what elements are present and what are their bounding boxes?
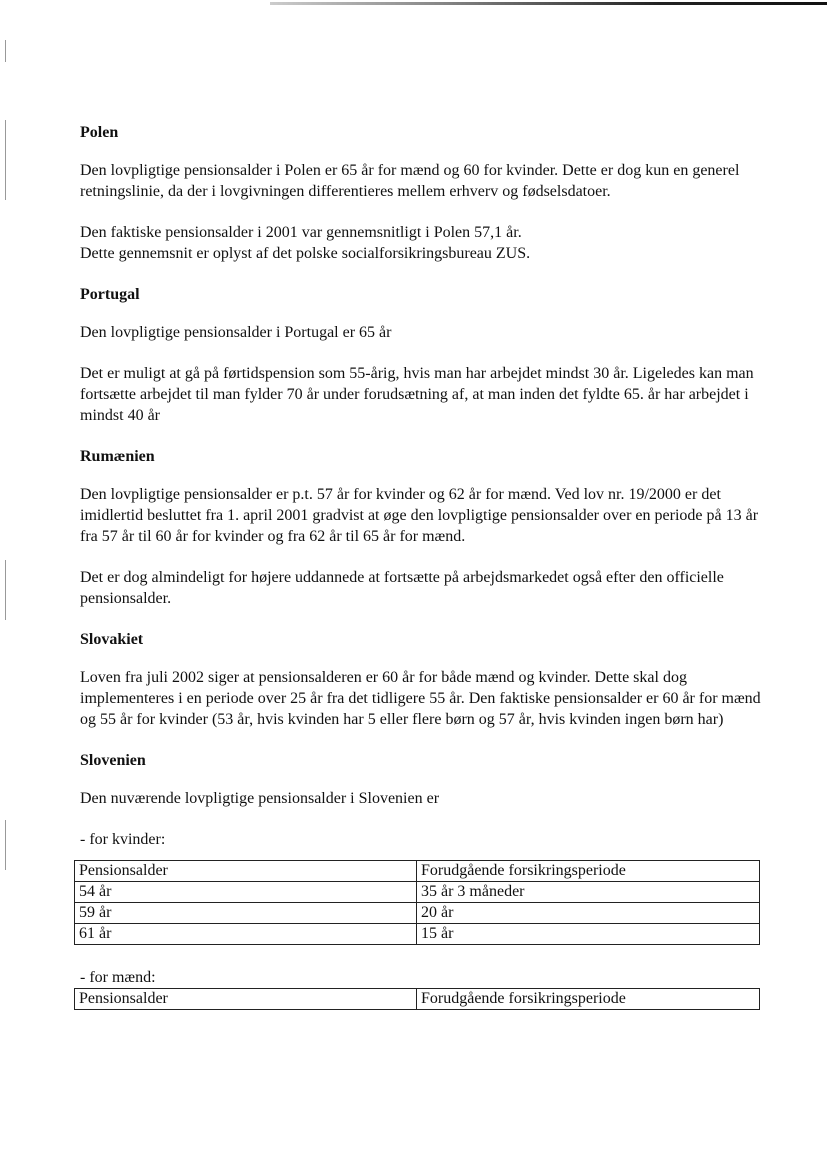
table-cell: 35 år 3 måneder [417,882,760,903]
scan-edge-line [270,2,827,5]
table-cell: 59 år [75,903,417,924]
heading-slovakiet: Slovakiet [80,631,144,648]
paragraph: Det er dog almindeligt for højere uddannede at fortsætte på arbejdsmarkedet også efter den officielle pensionsalder. [80,569,724,607]
women-label: - for kvinder: [80,831,166,848]
heading-slovenien: Slovenien [80,752,146,769]
table-cell: 61 år [75,924,417,945]
paragraph: Dette gennemsnit er oplyst af det polske socialforsikringsbureau ZUS. [80,245,531,262]
table-header-cell: Forudgående forsikringsperiode [417,861,760,882]
margin-mark [5,120,6,200]
paragraph: Loven fra juli 2002 siger at pensionsalderen er 60 år for både mænd og kvinder. Dette skal dog implementeres i en periode over 25 år fra det tidligere 55 år. Den faktiske pensionsalder er 60 år for mænd og 55 år for kvinder (53 år, hvis kvinden har 5 eller flere børn og 57 år, hvis kvinden ingen børn har) [80,669,761,728]
table-header-row [75,989,760,1010]
document-body [80,122,770,1010]
table-header-row [75,861,760,882]
table-header-cell: Pensionsalder [75,989,417,1010]
paragraph: Den nuværende lovpligtige pensionsalder i Slovenien er [80,790,440,807]
heading-portugal: Portugal [80,286,140,303]
margin-mark [5,820,6,870]
paragraph: Den lovpligtige pensionsalder i Portugal er 65 år [80,324,392,341]
margin-mark [5,560,6,620]
table-cell: 54 år [75,882,417,903]
paragraph: Den lovpligtige pensionsalder er p.t. 57 år for kvinder og 62 år for mænd. Ved lov nr. 19/2000 er det imidlertid besluttet fra 1. april 2001 gradvist at øge den lovpligtige pensionsalder over en periode på 13 år fra 57 år til 60 år for kvinder og fra 62 år til 65 år for mænd. [80,486,759,545]
table-cell: 20 år [417,903,760,924]
men-pension-table [74,988,760,1010]
table-row [75,903,760,924]
paragraph: Den faktiske pensionsalder i 2001 var gennemsnitligt i Polen 57,1 år. [80,224,522,241]
paragraph: Den lovpligtige pensionsalder i Polen er 65 år for mænd og 60 for kvinder. Dette er dog kun en generel retningslinie, da der i lovgivningen differentieres mellem erhverv og fødselsdatoer. [80,162,740,200]
table-cell: 15 år [417,924,760,945]
heading-polen: Polen [80,124,119,141]
heading-rumaenien: Rumænien [80,448,155,465]
men-label: - for mænd: [80,969,156,986]
table-row [75,882,760,903]
table-header-cell: Forudgående forsikringsperiode [417,989,760,1010]
margin-mark [5,40,6,62]
paragraph: Det er muligt at gå på førtidspension som 55-årig, hvis man har arbejdet mindst 30 år. Ligeledes kan man fortsætte arbejdet til man fylder 70 år under forudsætning af, at man inden det fyldte 65. år har arbejdet i mindst 40 år [80,365,754,424]
table-row [75,924,760,945]
women-pension-table [74,860,760,945]
table-header-cell: Pensionsalder [75,861,417,882]
